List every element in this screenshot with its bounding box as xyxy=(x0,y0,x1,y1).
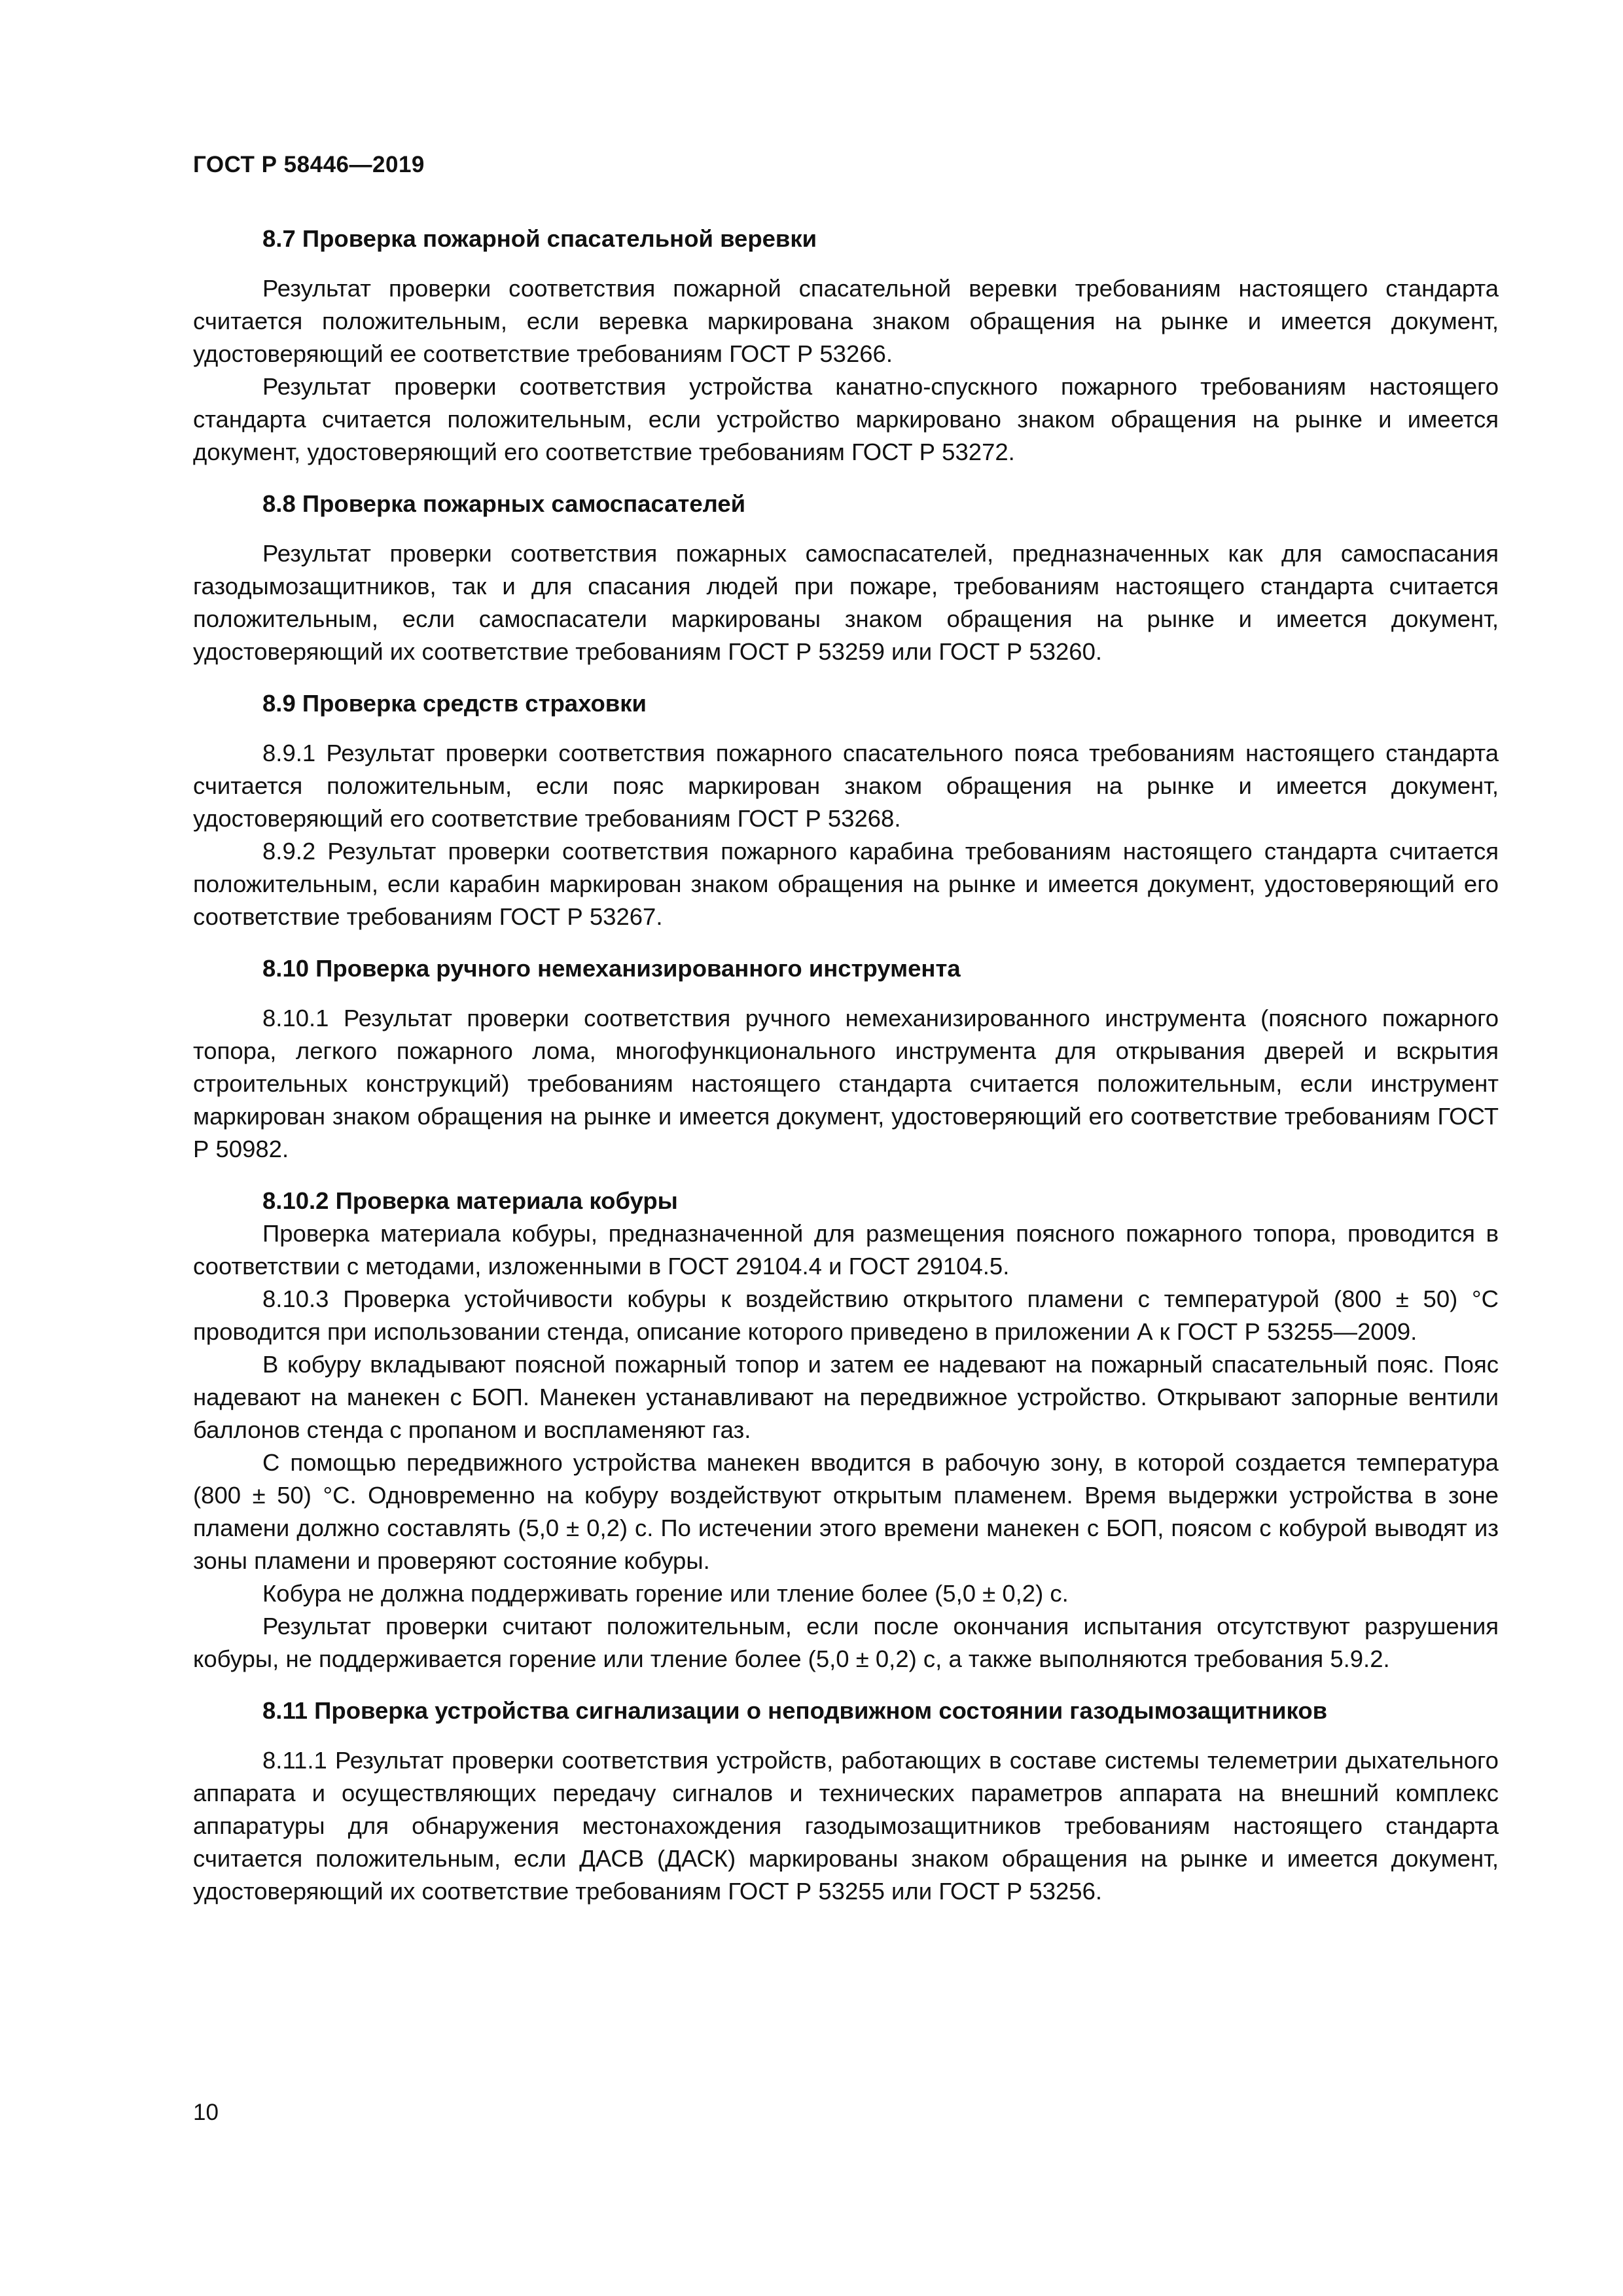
section-heading: 8.11 Проверка устройства сигнализации о неподвижном состоянии газодымозащитников xyxy=(262,1697,1328,1724)
paragraph: Результат проверки считают положительным, если после окончания испытания отсутствуют разрушения кобуры, не поддерживается горение или тление более (5,0 ± 0,2) с, а также выполняются требования 5.9.2. xyxy=(193,1613,1499,1672)
paragraph: 8.10.1 Результат проверки соответствия ручного немеханизированного инструмента (поясного пожарного топора, легкого пожарного лома, многофункционального инструмента для открывания дверей и вскрытия строительных конструкций) требованиям настоящего стандарта считается положительным, если инструмент маркирован знаком обращения на рынке и имеется документ, удостоверяющий его соответствие требованиям ГОСТ Р 50982. xyxy=(193,1005,1499,1162)
section-heading: 8.7 Проверка пожарной спасательной веревки xyxy=(262,225,817,252)
document-header: ГОСТ Р 58446—2019 xyxy=(193,152,425,177)
paragraph: 8.11.1 Результат проверки соответствия устройств, работающих в составе системы телеметрии дыхательного аппарата и осуществляющих передачу сигналов и технических параметров аппарата на внешний комплекс аппаратуры для обнаружения местонахождения газодымозащитников требованиям настоящего стандарта считается положительным, если ДАСВ (ДАСК) маркированы знаком обращения на рынке и имеется документ, удостоверяющий их соответствие требованиям ГОСТ Р 53255 или ГОСТ Р 53256. xyxy=(193,1747,1499,1905)
subsection-heading: 8.10.2 Проверка материала кобуры xyxy=(262,1187,678,1214)
paragraph: 8.10.3 Проверка устойчивости кобуры к воздействию открытого пламени с температурой (800 ± 50) °С проводится при использовании стенда, описание которого приведено в приложении А к ГОСТ Р 53255—2009. xyxy=(193,1285,1499,1345)
section-heading: 8.9 Проверка средств страховки xyxy=(262,690,647,717)
section-heading: 8.10 Проверка ручного немеханизированного инструмента xyxy=(262,955,961,982)
paragraph: Результат проверки соответствия устройства канатно-спускного пожарного требованиям настоящего стандарта считается положительным, если устройство маркировано знаком обращения на рынке и имеется документ, удостоверяющий его соответствие требованиям ГОСТ Р 53272. xyxy=(193,373,1499,465)
page-number: 10 xyxy=(193,2100,219,2125)
paragraph: В кобуру вкладывают поясной пожарный топор и затем ее надевают на пожарный спасательный пояс. Пояс надевают на манекен с БОП. Манекен устанавливают на передвижное устройство. Открывают запорные вентили баллонов стенда с пропаном и воспламеняют газ. xyxy=(193,1351,1499,1443)
paragraph: Кобура не должна поддерживать горение или тление более (5,0 ± 0,2) с. xyxy=(262,1580,1069,1607)
paragraph: 8.9.1 Результат проверки соответствия пожарного спасательного пояса требованиям настоящего стандарта считается положительным, если пояс маркирован знаком обращения на рынке и имеется документ, удостоверяющий его соответствие требованиям ГОСТ Р 53268. xyxy=(193,740,1499,832)
paragraph: Проверка материала кобуры, предназначенной для размещения поясного пожарного топора, проводится в соответствии с методами, изложенными в ГОСТ 29104.4 и ГОСТ 29104.5. xyxy=(193,1220,1499,1280)
document-body xyxy=(193,223,1499,1908)
section-heading: 8.8 Проверка пожарных самоспасателей xyxy=(262,490,746,517)
paragraph: 8.9.2 Результат проверки соответствия пожарного карабина требованиям настоящего стандарта считается положительным, если карабин маркирован знаком обращения на рынке и имеется документ, удостоверяющий его соответствие требованиям ГОСТ Р 53267. xyxy=(193,838,1499,930)
paragraph: Результат проверки соответствия пожарных самоспасателей, предназначенных как для самоспасания газодымозащитников, так и для спасания людей при пожаре, требованиям настоящего стандарта считается положительным, если самоспасатели маркированы знаком обращения на рынке и имеется документ, удостоверяющий их соответствие требованиям ГОСТ Р 53259 или ГОСТ Р 53260. xyxy=(193,540,1499,665)
paragraph: С помощью передвижного устройства манекен вводится в рабочую зону, в которой создается температура (800 ± 50) °С. Одновременно на кобуру воздействуют открытым пламенем. Время выдержки устройства в зоне пламени должно составлять (5,0 ± 0,2) с. По истечении этого времени манекен с БОП, поясом с кобурой выводят из зоны пламени и проверяют состояние кобуры. xyxy=(193,1449,1499,1574)
paragraph: Результат проверки соответствия пожарной спасательной веревки требованиям настоящего стандарта считается положительным, если веревка маркирована знаком обращения на рынке и имеется документ, удостоверяющий ее соответствие требованиям ГОСТ Р 53266. xyxy=(193,275,1499,367)
